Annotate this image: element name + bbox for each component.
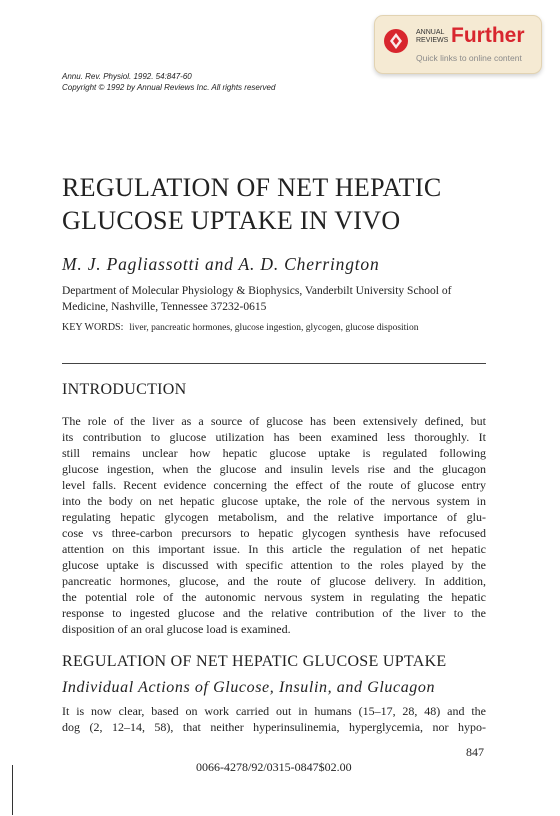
paragraph-line: The role of the liver as a source of glucose has been extensively defined, but [62, 414, 486, 428]
affiliation [62, 284, 492, 315]
affiliation-line-2: Medicine, Nashville, Tennessee 37232-0615 [62, 300, 267, 313]
title-line-2: GLUCOSE UPTAKE IN VIVO [62, 206, 401, 235]
annual-reviews-further-badge[interactable] [374, 15, 542, 74]
paragraph-line: cose vs three-carbon precursors to hepatic glycogen synthesis have refocused [62, 526, 486, 540]
citation-line-1: Annu. Rev. Physiol. 1992. 54:847-60 [62, 72, 192, 81]
paragraph-line: level falls. Recent evidence concerning the effect of the route of glucose entry [62, 478, 486, 492]
divider [62, 363, 486, 364]
further-label: Further [451, 24, 525, 47]
paragraph-line: attention on this important issue. In this article the regulation of net hepatic [62, 542, 486, 556]
badge-subtitle: Quick links to online content [416, 53, 522, 63]
paragraph-line: pancreatic hormones, glucose, and the route of glucose delivery. In addition, [62, 574, 486, 588]
paragraph-line: the potential role of the autonomic nervous system in regulating the hepatic [62, 590, 486, 604]
paragraph-line: response to ingested glucose and the relative contribution of the liver to the [62, 606, 486, 620]
section-heading: REGULATION OF NET HEPATIC GLUCOSE UPTAKE [62, 653, 447, 670]
affiliation-line-1: Department of Molecular Physiology & Biophysics, Vanderbilt University School of [62, 285, 452, 297]
paragraph-line: glucose ingestion, when the glucose and insulin levels rise and the glucagon [62, 462, 486, 476]
paragraph-line: dog (2, 12–14, 58), that neither hyperinsulinemia, hyperglycemia, nor hypo- [62, 720, 486, 734]
keywords-terms: liver, pancreatic hormones, glucose ingestion, glycogen, glucose disposition [129, 323, 419, 333]
paragraph-line: its contribution to glucose utilization has been examined less thoroughly. It [62, 430, 486, 444]
issn-code: 0066-4278/92/0315-0847$02.00 [196, 760, 352, 774]
annual-reviews-label: ANNUAL REVIEWS [416, 29, 449, 44]
subsection-heading: Individual Actions of Glucose, Insulin, and Glucagon [62, 679, 436, 696]
page-number: 847 [466, 745, 484, 759]
title-line-1: REGULATION OF NET HEPATIC [62, 173, 442, 202]
paragraph-line: still remains unclear how hepatic glucose uptake is regulated following [62, 446, 486, 460]
paragraph-line: into the body on net hepatic glucose uptake, the role of the nervous system in [62, 494, 486, 508]
keywords-label: KEY WORDS: [62, 322, 124, 333]
margin-line [12, 765, 13, 815]
keywords [62, 322, 418, 333]
citation-line-2: Copyright © 1992 by Annual Reviews Inc. All rights reserved [62, 83, 276, 92]
paragraph-line: regulating hepatic glycogen metabolism, and the relative importance of glu- [62, 510, 486, 524]
paragraph-line: It is now clear, based on work carried out in humans (15–17, 28, 48) and the [62, 704, 486, 718]
paragraph-line: disposition of an oral glucose load is examined. [62, 622, 291, 636]
authors: M. J. Pagliassotti and A. D. Cherrington [62, 254, 380, 274]
annual-reviews-logo-icon [384, 29, 408, 53]
introduction-heading: INTRODUCTION [62, 381, 187, 398]
paragraph-line: glucose uptake is discussed with specific attention to the roles played by the [62, 558, 486, 572]
article-title [62, 171, 522, 237]
